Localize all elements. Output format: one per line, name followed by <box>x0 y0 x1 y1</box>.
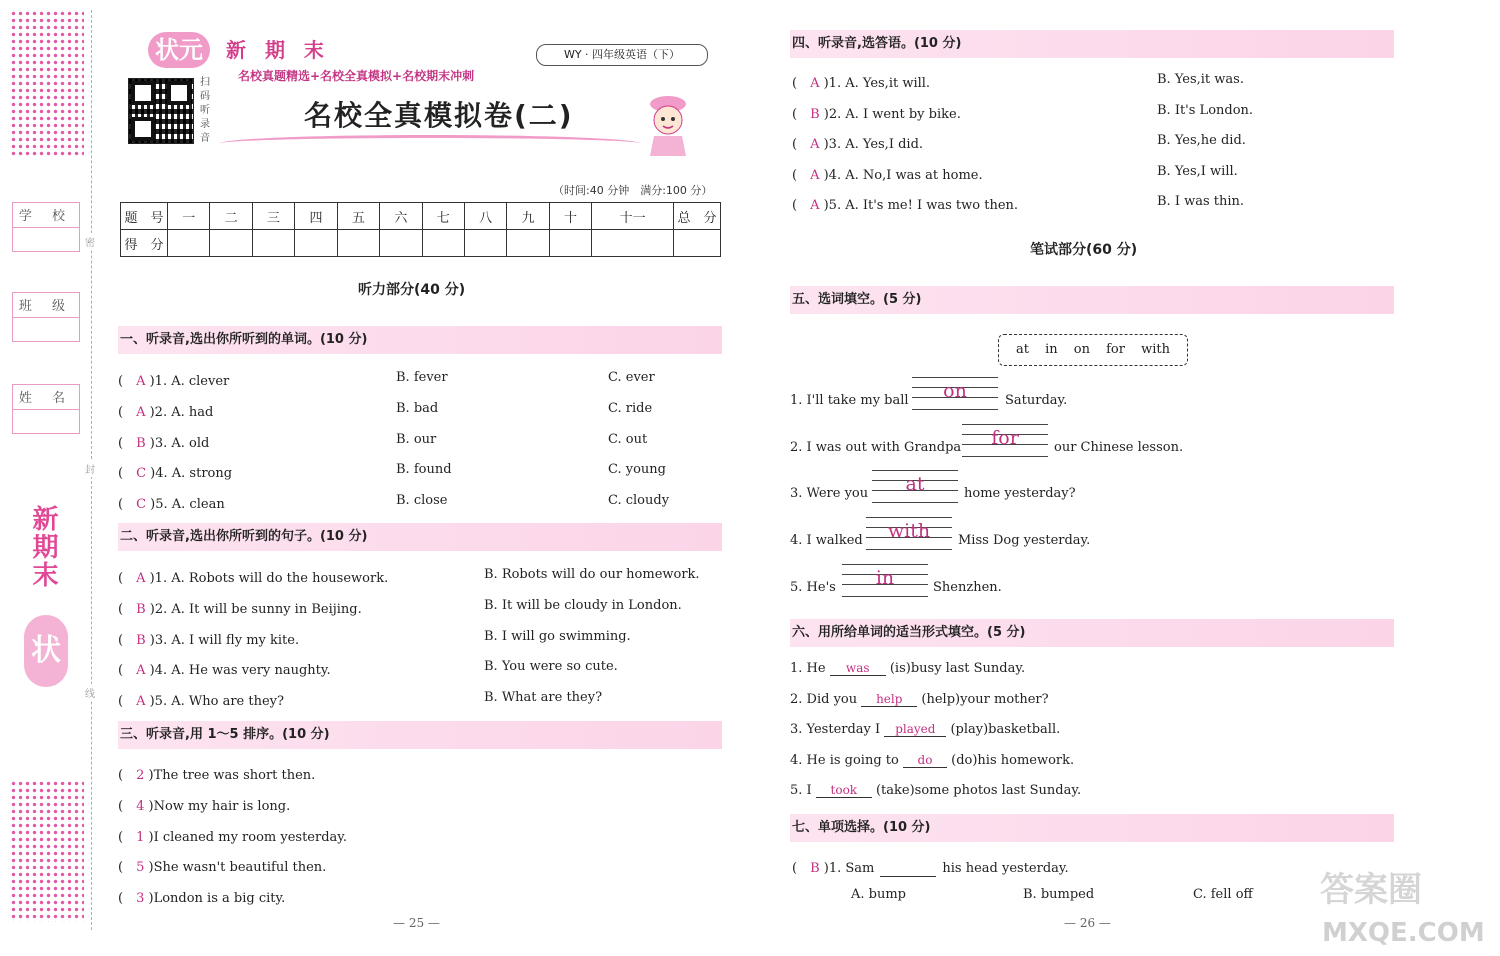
s6-answer-blank[interactable]: do <box>903 753 947 768</box>
s5-answer: with <box>887 520 931 542</box>
page-number-right: — 26 — <box>1064 916 1111 930</box>
answer-mark[interactable]: 3 <box>136 891 145 907</box>
answer-mark[interactable]: A <box>810 198 820 213</box>
s3-item: ( 4 )Now my hair is long. <box>118 798 291 814</box>
s7-option-c: C. fell off <box>1193 887 1253 902</box>
s7-stem: )1. Sam <box>823 861 875 876</box>
option-b: B. bad <box>396 400 439 416</box>
s5-suffix: Shenzhen. <box>933 580 1002 595</box>
option-b: B. our <box>396 431 437 447</box>
s6-suffix: (take)some photos last Sunday. <box>875 783 1082 798</box>
s1-item: ( C )5. A. clean <box>118 497 225 513</box>
answer-mark[interactable]: 2 <box>136 768 145 783</box>
s4-item: ( A )3. A. Yes,I did. <box>792 137 924 152</box>
option-a: )2. A. had <box>149 404 214 420</box>
grade-badge: WY · 四年级英语（下） <box>536 44 708 66</box>
s2-item: ( B )3. A. I will fly my kite. <box>118 632 300 648</box>
s1-item: ( B )3. A. old <box>118 435 210 451</box>
school-field[interactable] <box>12 202 80 252</box>
option-a: )She wasn't beautiful then. <box>148 860 327 876</box>
answer-mark[interactable]: A <box>136 571 146 586</box>
s1-item: ( C )4. A. strong <box>118 466 233 482</box>
s4-item: ( B )2. A. I went by bike. <box>792 106 961 122</box>
answer-mark[interactable]: 4 <box>136 798 145 814</box>
word-bank: at in on for with <box>998 334 1188 366</box>
s5-suffix: Miss Dog yesterday. <box>958 533 1091 548</box>
option-a: )2. A. It will be sunny in Beijing. <box>149 601 362 617</box>
s5-answer-blank[interactable] <box>912 377 998 411</box>
s6-answer-blank[interactable]: was <box>830 661 886 676</box>
option-a: )4. A. He was very naughty. <box>149 663 331 679</box>
option-c: C. out <box>608 431 648 447</box>
option-b: B. It's London. <box>1157 102 1254 118</box>
option-a: )1. A. Yes,it will. <box>823 76 931 91</box>
s5-prefix: 5. He's <box>790 580 836 595</box>
answer-mark[interactable]: A <box>810 76 820 91</box>
option-b: B. close <box>396 493 448 509</box>
decor-dots-top <box>10 10 84 156</box>
s4-item: ( A )4. A. No,I was at home. <box>792 167 983 183</box>
answer-mark[interactable]: A <box>136 404 146 420</box>
s3-item: ( 1 )I cleaned my room yesterday. <box>118 829 348 845</box>
answer-mark[interactable]: C <box>136 466 147 482</box>
s4-item: ( A )5. A. It's me! I was two then. <box>792 198 1019 213</box>
series-name: 新 期 末 <box>226 38 330 62</box>
answer-mark[interactable]: B <box>810 861 820 876</box>
score-table <box>120 202 721 257</box>
option-b: B. Yes,I will. <box>1157 163 1238 179</box>
section-4-header: 四、听录音,选答语。(10 分) <box>790 30 1394 58</box>
name-field[interactable] <box>12 384 80 434</box>
s6-item <box>790 692 1049 707</box>
name-label: 姓 名 <box>18 391 74 406</box>
s4-item: ( A )1. A. Yes,it will. <box>792 76 931 91</box>
option-a: )The tree was short then. <box>148 768 316 783</box>
school-label: 学 校 <box>18 209 74 224</box>
s5-suffix: our Chinese lesson. <box>1054 440 1184 455</box>
option-a: )1. A. Robots will do the housework. <box>149 571 389 586</box>
option-c: C. cloudy <box>608 493 670 509</box>
s6-item <box>790 783 1081 798</box>
s7-stem-end: his head yesterday. <box>942 861 1069 876</box>
s6-item <box>790 753 1074 768</box>
s6-prefix: 1. He <box>790 661 826 676</box>
s3-item: ( 3 )London is a big city. <box>118 891 286 907</box>
s2-item: ( A )1. A. Robots will do the housework. <box>118 571 389 586</box>
option-a: )3. A. I will fly my kite. <box>149 632 300 648</box>
option-b: B. It will be cloudy in London. <box>484 597 682 613</box>
answer-mark[interactable]: A <box>136 694 146 710</box>
s5-answer: on <box>943 380 967 402</box>
option-b: B. found <box>396 462 452 478</box>
option-a: )Now my hair is long. <box>148 798 291 814</box>
s3-item: ( 5 )She wasn't beautiful then. <box>118 860 327 876</box>
section-2-header: 二、听录音,选出你所听到的句子。(10 分) <box>118 523 722 551</box>
option-a: )5. A. It's me! I was two then. <box>823 198 1019 213</box>
exam-title: 名校全真模拟卷(二) <box>304 99 574 132</box>
s6-item <box>790 661 1025 676</box>
s6-prefix: 3. Yesterday I <box>790 722 881 737</box>
s5-answer: for <box>991 427 1019 449</box>
option-a: )London is a big city. <box>148 891 286 907</box>
s5-answer-blank[interactable] <box>872 470 958 504</box>
page-number-left: — 25 — <box>393 916 440 930</box>
option-a: )I cleaned my room yesterday. <box>148 829 348 845</box>
option-a: )1. A. clever <box>149 374 230 389</box>
option-b: B. You were so cute. <box>484 659 618 675</box>
s6-suffix: (is)busy last Sunday. <box>889 661 1026 676</box>
writing-title: 笔试部分(60 分) <box>1030 242 1138 258</box>
s2-item: ( A )4. A. He was very naughty. <box>118 663 331 679</box>
title-swoosh <box>220 135 640 152</box>
slogan: 名校真题精选+名校全真模拟+名校期末冲刺 <box>238 69 475 83</box>
option-b: B. Robots will do our homework. <box>484 567 700 582</box>
option-b: B. fever <box>396 370 448 385</box>
s7-blank[interactable] <box>880 861 936 877</box>
option-a: )3. A. old <box>149 435 210 451</box>
s6-answer-blank[interactable]: played <box>884 722 946 737</box>
s6-prefix: 2. Did you <box>790 691 858 707</box>
option-b: B. What are they? <box>484 690 603 706</box>
s5-prefix: 4. I walked <box>790 533 863 548</box>
brand-vertical: 新期末 <box>28 505 58 589</box>
option-b: B. Yes,he did. <box>1157 133 1246 148</box>
watermark-bottom: MXQE.COM <box>1322 918 1485 948</box>
section-7-header: 七、单项选择。(10 分) <box>790 814 1394 842</box>
section-5-header: 五、选词填空。(5 分) <box>790 286 1394 314</box>
listening-title: 听力部分(40 分) <box>358 282 466 298</box>
seal-mi: 密 <box>85 233 95 250</box>
score-header-row: 题 号 一 二 三 四 五 六 七 八 九 十 十一 总 分 <box>121 203 721 230</box>
s5-suffix: Saturday. <box>1005 393 1068 408</box>
option-a: )5. A. Who are they? <box>149 694 284 710</box>
answer-mark[interactable]: 5 <box>136 860 145 876</box>
s6-answer-blank[interactable]: took <box>816 783 872 798</box>
option-b: B. Yes,it was. <box>1157 72 1244 87</box>
s2-item: ( B )2. A. It will be sunny in Beijing. <box>118 601 362 617</box>
class-label: 班 级 <box>18 299 74 314</box>
s6-suffix: (play)basketball. <box>950 722 1061 737</box>
score-value-row: 得 分 <box>121 230 721 257</box>
s5-prefix: 3. Were you <box>790 486 869 501</box>
seal-xian: 线 <box>85 684 95 701</box>
s5-answer-blank[interactable] <box>842 564 928 598</box>
s5-answer: at <box>905 473 925 495</box>
answer-mark[interactable]: 1 <box>136 829 145 845</box>
s6-prefix: 5. I <box>790 783 812 798</box>
s5-suffix: home yesterday? <box>964 486 1076 501</box>
option-b: B. I was thin. <box>1157 194 1245 209</box>
answer-mark[interactable]: B <box>136 435 146 451</box>
answer-mark[interactable]: B <box>810 106 820 122</box>
logo: 状元 <box>148 32 210 68</box>
option-a: )4. A. strong <box>150 466 233 482</box>
decor-dots-bottom <box>10 780 84 922</box>
answer-mark[interactable]: A <box>810 137 820 152</box>
s6-answer-blank[interactable]: help <box>861 692 917 707</box>
answer-mark[interactable]: A <box>136 374 146 389</box>
s5-answer-blank[interactable] <box>866 517 952 551</box>
scan-hint: 扫码听录音 <box>200 77 210 144</box>
option-a: )5. A. clean <box>150 497 225 513</box>
option-a: )3. A. Yes,I did. <box>823 137 924 152</box>
s5-prefix: 2. I was out with Grandpa <box>790 440 962 455</box>
s5-prefix: 1. I'll take my ball <box>790 393 909 408</box>
watermark-top: 答案圈 <box>1320 870 1422 910</box>
section-1-header: 一、听录音,选出你所听到的单词。(10 分) <box>118 326 722 354</box>
section-6-header: 六、用所给单词的适当形式填空。(5 分) <box>790 619 1394 647</box>
answer-mark[interactable]: A <box>136 663 146 679</box>
s6-suffix: (help)your mother? <box>921 691 1049 707</box>
s3-item: ( 2 )The tree was short then. <box>118 768 316 783</box>
s6-prefix: 4. He is going to <box>790 752 899 768</box>
s7-option-b: B. bumped <box>1023 887 1095 902</box>
brand-logo: 状元 <box>24 615 68 687</box>
s2-item: ( A )5. A. Who are they? <box>118 694 284 710</box>
option-a: )2. A. I went by bike. <box>823 106 961 122</box>
option-c: C. ride <box>608 400 653 416</box>
answer-mark[interactable]: A <box>810 167 820 183</box>
s6-suffix: (do)his homework. <box>951 752 1075 768</box>
option-a: )4. A. No,I was at home. <box>823 167 983 183</box>
answer-mark[interactable]: C <box>136 497 147 513</box>
option-c: C. ever <box>608 370 655 385</box>
qr-code[interactable] <box>128 78 194 144</box>
time-info: （时间:40 分钟 满分:100 分） <box>553 184 713 197</box>
mascot-icon <box>640 92 696 158</box>
answer-mark[interactable]: B <box>136 632 146 648</box>
s5-answer-blank[interactable] <box>962 424 1048 458</box>
s7-option-a: A. bump <box>851 887 906 902</box>
answer-mark[interactable]: B <box>136 601 146 617</box>
s7-question: ( B )1. Sam his head yesterday. <box>792 861 1069 876</box>
option-b: B. I will go swimming. <box>484 628 631 644</box>
s1-item: ( A )1. A. clever <box>118 374 230 389</box>
option-c: C. young <box>608 462 666 478</box>
s5-answer: in <box>875 567 895 589</box>
seal-feng: 封 <box>85 460 95 477</box>
class-field[interactable] <box>12 292 80 342</box>
s1-item: ( A )2. A. had <box>118 404 214 420</box>
section-3-header: 三、听录音,用 1～5 排序。(10 分) <box>118 721 722 749</box>
s6-item <box>790 722 1060 737</box>
